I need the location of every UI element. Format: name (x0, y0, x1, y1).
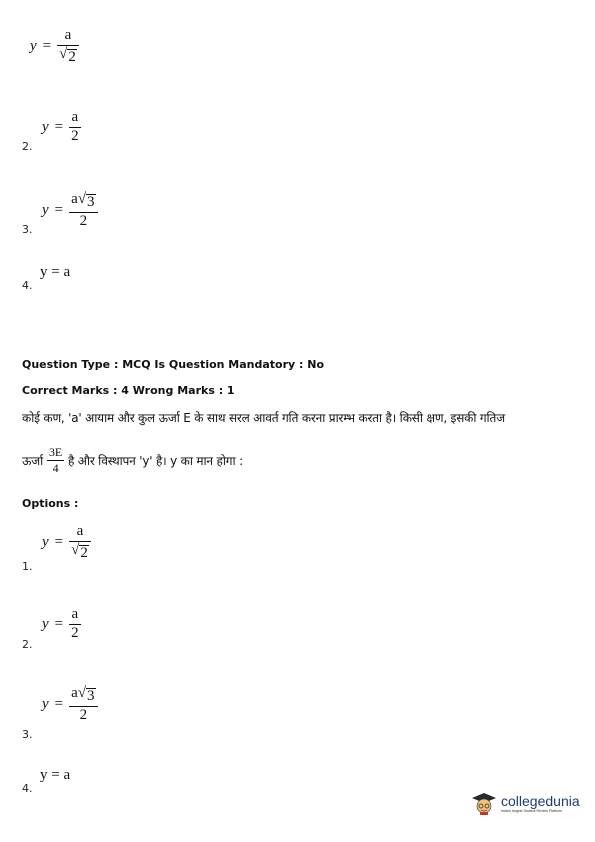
equation-equals: = (54, 534, 64, 551)
equation-lhs: y (42, 615, 49, 632)
equation-equals: = (54, 615, 64, 632)
question-text-segment: ऊर्जा (22, 453, 44, 468)
kinetic-energy-fraction (47, 446, 64, 474)
equation-equals: = (54, 118, 64, 135)
option-4-number: 4. (22, 782, 33, 795)
fraction-numerator: a (64, 27, 72, 43)
top-option-3-equation (42, 192, 98, 230)
top-option-4-number: 4. (22, 279, 33, 292)
equation-lhs: y (42, 696, 49, 713)
equation-equals: = (54, 202, 64, 219)
question-meta-marks: Correct Marks : 4 Wrong Marks : 1 (22, 384, 235, 397)
fraction-denominator: 2 (79, 212, 88, 229)
logo-name: collegedunia (501, 793, 580, 809)
fraction (69, 524, 91, 562)
fraction (69, 686, 97, 724)
fraction (69, 607, 81, 642)
top-option-2-equation (42, 110, 81, 145)
option-3-number: 3. (22, 728, 33, 741)
fraction (69, 192, 97, 230)
equation-lhs: y (42, 118, 49, 135)
top-option-3-number: 3. (22, 223, 33, 236)
logo-tagline: India's largest Student Review Platform (501, 809, 562, 813)
equation-lhs: y (42, 534, 49, 551)
equation-lhs: y (30, 38, 37, 55)
fraction-numerator (69, 686, 97, 706)
fraction-numerator: 3E (49, 445, 62, 459)
equation-equals: = (42, 38, 52, 55)
question-meta-type: Question Type : MCQ Is Question Mandatory : No (22, 358, 325, 371)
option-3-equation (42, 686, 98, 724)
radicand: 2 (68, 48, 76, 65)
fraction-denominator: 2 (79, 706, 88, 723)
top-option-1-equation (30, 28, 79, 66)
collegedunia-logo (470, 790, 580, 816)
coefficient: a (71, 191, 78, 207)
fraction-numerator: a (71, 606, 79, 622)
option-2-equation (42, 607, 81, 642)
fraction-numerator: a (76, 523, 84, 539)
radical-sign-icon: √ (59, 45, 68, 62)
option-1-equation (42, 524, 91, 562)
graduate-mascot-icon (470, 790, 498, 816)
fraction-numerator: a (71, 109, 79, 125)
equation-equals: = (54, 696, 64, 713)
fraction (57, 28, 79, 66)
square-root (69, 542, 91, 562)
fraction-denominator: 2 (71, 624, 79, 641)
option-2-number: 2. (22, 638, 33, 651)
option-4-equation: y = a (40, 767, 71, 783)
options-heading: Options : (22, 497, 79, 510)
top-option-4-equation: y = a (40, 264, 71, 280)
radical-sign-icon: √ (71, 541, 80, 558)
fraction-denominator: 2 (71, 127, 79, 144)
fraction (69, 110, 81, 145)
top-option-2-number: 2. (22, 140, 33, 153)
radical-sign-icon: √ (77, 191, 87, 207)
question-text-line-2 (22, 446, 243, 474)
radicand: 3 (87, 688, 95, 704)
question-text-segment: है और विस्थापन 'y' है। y का मान होगा : (67, 453, 243, 468)
question-text-line-1: कोई कण, 'a' आयाम और कुल ऊर्जा E के साथ सरल आवर्त गति करना प्रारम्भ करता है। किसी क्षण, इसकी गतिज (22, 411, 505, 425)
equation-lhs: y (42, 202, 49, 219)
radicand: 3 (87, 194, 95, 210)
radical-sign-icon: √ (77, 685, 87, 701)
square-root (57, 46, 79, 66)
option-1-number: 1. (22, 560, 33, 573)
fraction-denominator: 4 (52, 460, 59, 475)
fraction-numerator (69, 192, 97, 212)
radicand: 2 (80, 544, 88, 561)
coefficient: a (71, 685, 78, 701)
